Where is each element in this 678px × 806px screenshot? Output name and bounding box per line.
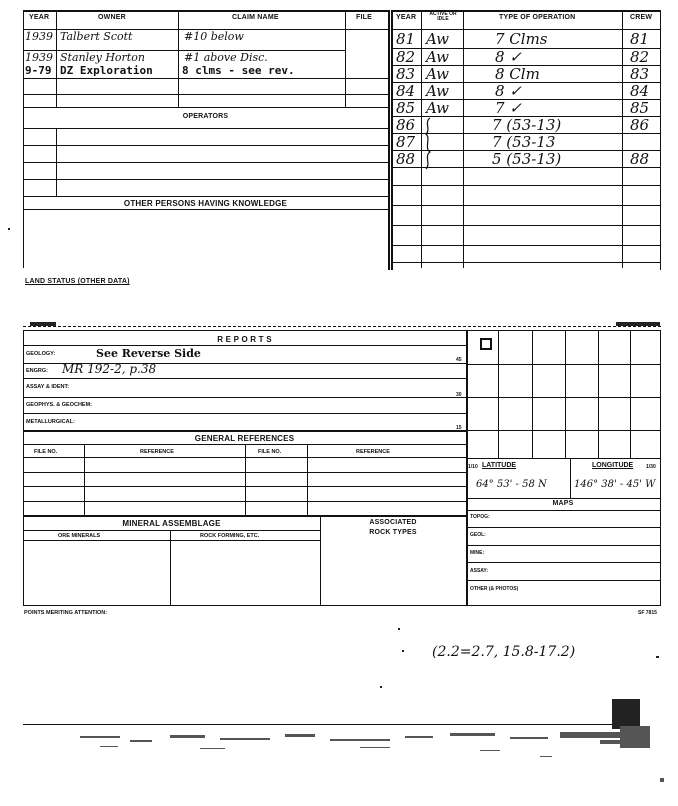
- op-row-3-status: Aw: [426, 65, 449, 83]
- lat-prefix: 1/10: [468, 464, 478, 470]
- op-row-1-status: Aw: [426, 30, 449, 48]
- handwritten-note: (2.2=2.7, 15.8-17.2): [432, 644, 576, 660]
- longitude-value: 146° 38' - 45' W: [574, 479, 656, 490]
- owner-row-3-claim: 8 clms - see rev.: [182, 64, 295, 77]
- lon-suffix: 1/30: [646, 464, 656, 470]
- owner-row-3-year: 9-79: [25, 64, 52, 77]
- op-row-7-type: 7 (53-13: [492, 133, 556, 151]
- metallurgical-label: METALLURGICAL:: [26, 419, 75, 425]
- geophys-label: GEOPHYS. & GEOCHEM:: [26, 402, 93, 408]
- op-row-5-crew: 85: [630, 99, 650, 117]
- mineral-assemblage-header: MINERAL ASSEMBLAGE: [122, 519, 221, 528]
- points-meriting-attention-label: POINTS MERITING ATTENTION:: [24, 610, 108, 616]
- owner-row-3-owner: DZ Exploration: [60, 64, 153, 77]
- op-row-1-crew: 81: [630, 30, 650, 48]
- op-row-4-year: 84: [396, 82, 416, 100]
- latitude-value: 64° 53' - 58 N: [476, 479, 547, 490]
- op-row-6-year: 86: [396, 116, 416, 134]
- op-row-2-status: Aw: [426, 48, 449, 66]
- op-row-2-crew: 82: [630, 48, 650, 66]
- header-claim-name: CLAIM NAME: [232, 14, 279, 21]
- op-row-4-crew: 84: [630, 82, 650, 100]
- assay-label: ASSAY & IDENT:: [26, 384, 70, 390]
- header-active-idle: ACTIVE OR IDLE: [429, 11, 457, 22]
- owner-row-2-year: 1939: [25, 51, 53, 64]
- op-row-4-type: 8 ✓: [495, 82, 522, 100]
- form-id: SF 7815: [638, 610, 657, 616]
- op-row-2-type: 8 ✓: [495, 48, 522, 66]
- brace-mark: [422, 116, 434, 171]
- ref-file-no-2-header: FILE NO.: [258, 449, 282, 455]
- scale-45: 45: [456, 357, 462, 363]
- scale-15: 15: [456, 425, 462, 431]
- maps-topog: TOPOG:: [470, 514, 490, 520]
- owner-row-1-year: 1939: [25, 30, 53, 43]
- scan-block: [612, 699, 640, 729]
- op-row-2-year: 82: [396, 48, 416, 66]
- scan-noise: [60, 726, 670, 788]
- op-row-3-type: 8 Clm: [495, 65, 540, 83]
- op-row-3-crew: 83: [630, 65, 650, 83]
- maps-geol: GEOL:: [470, 532, 486, 538]
- op-row-7-year: 87: [396, 133, 416, 151]
- speck-mark: [380, 686, 382, 688]
- op-row-6-crew: 86: [630, 116, 650, 134]
- owner-row-1-claim: #10 below: [184, 30, 244, 43]
- op-row-1-year: 81: [396, 30, 416, 48]
- latitude-label: LATITUDE: [482, 462, 517, 469]
- header-year: YEAR: [29, 14, 50, 21]
- op-row-8-year: 88: [396, 150, 416, 168]
- other-persons-header: OTHER PERSONS HAVING KNOWLEDGE: [123, 199, 288, 208]
- maps-other: OTHER (& PHOTOS): [470, 586, 519, 592]
- engrg-value: MR 192-2, p.38: [62, 362, 157, 376]
- speck-mark: [398, 628, 400, 630]
- ore-minerals-header: ORE MINERALS: [58, 533, 101, 539]
- maps-header: MAPS: [552, 500, 574, 507]
- op-row-5-type: 7 ✓: [495, 99, 522, 117]
- header-file: FILE: [356, 14, 372, 21]
- header-crew: CREW: [630, 14, 653, 21]
- header-owner: OWNER: [98, 14, 126, 21]
- owner-row-1-owner: Talbert Scott: [60, 30, 133, 43]
- ref-reference-2-header: REFERENCE: [356, 449, 390, 455]
- associated-header: ASSOCIATED: [369, 519, 417, 526]
- owner-row-2-owner: Stanley Horton: [60, 51, 145, 64]
- land-status-label: LAND STATUS (OTHER DATA): [25, 278, 130, 285]
- rock-types-header: ROCK TYPES: [369, 529, 417, 536]
- header-year-2: YEAR: [396, 14, 417, 21]
- op-row-8-crew: 88: [630, 150, 650, 168]
- longitude-label: LONGITUDE: [592, 462, 634, 469]
- scale-30: 30: [456, 392, 462, 398]
- op-row-5-status: Aw: [426, 99, 449, 117]
- speck-mark: [656, 656, 659, 658]
- ref-reference-header: REFERENCE: [140, 449, 174, 455]
- header-type-of-operation: TYPE OF OPERATION: [499, 14, 576, 21]
- op-row-8-type: 5 (53-13): [492, 150, 562, 168]
- maps-assay: ASSAY:: [470, 568, 489, 574]
- ref-file-no-header: FILE NO.: [34, 449, 58, 455]
- rock-forming-header: ROCK FORMING, ETC.: [200, 533, 260, 539]
- engrg-label: ENGRG:: [26, 368, 48, 374]
- op-row-1-type: 7 Clms: [495, 30, 548, 48]
- reports-header: R E P O R T S: [217, 335, 272, 344]
- maps-mine: MINE:: [470, 550, 485, 556]
- checkbox-square: [480, 338, 492, 350]
- owner-row-2-claim: #1 above Disc.: [184, 51, 268, 64]
- speck-mark: [402, 650, 404, 652]
- op-row-3-year: 83: [396, 65, 416, 83]
- geology-value: See Reverse Side: [96, 347, 201, 360]
- speck-mark: [8, 228, 10, 230]
- general-references-header: GENERAL REFERENCES: [194, 434, 295, 443]
- op-row-6-type: 7 (53-13): [492, 116, 562, 134]
- geology-label: GEOLOGY:: [26, 351, 56, 357]
- operators-header: OPERATORS: [182, 113, 229, 120]
- op-row-5-year: 85: [396, 99, 416, 117]
- op-row-4-status: Aw: [426, 82, 449, 100]
